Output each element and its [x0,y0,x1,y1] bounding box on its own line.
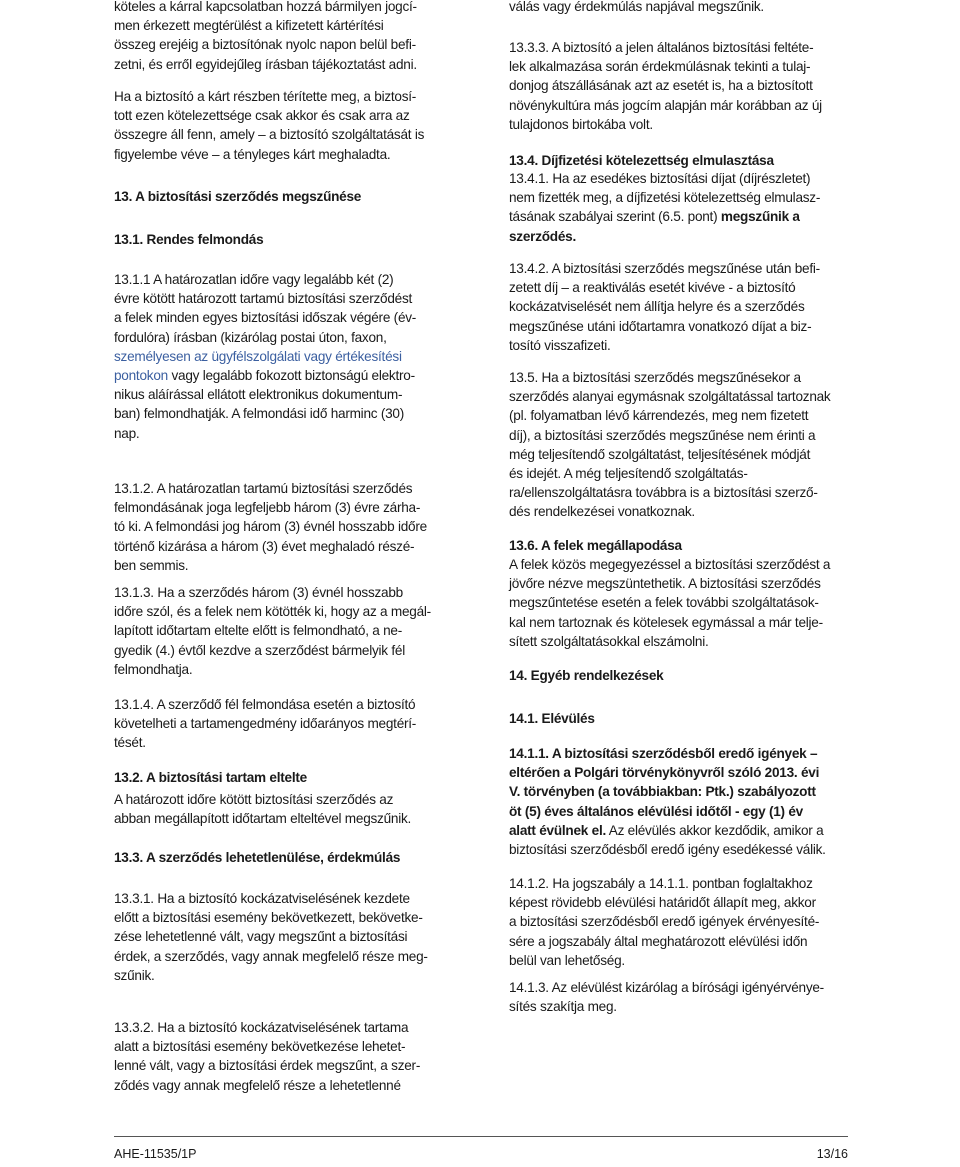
text-line: A határozott időre kötött biztosítási szerződés az [114,792,394,807]
text-line: összegre áll fenn, amely – a biztosító szolgáltatását is [114,127,425,143]
text-line: felmondhatja. [114,661,193,677]
section-heading-13-6 [509,536,682,555]
section-heading-13-3 [114,848,400,867]
text-line: ra/ellenszolgáltatásra továbbra is a biztosítási szerző- [509,485,818,501]
text-line: tó ki. A felmondási jog három (3) évnél hosszabb időre [114,519,427,535]
text-line: belül van lehetőség. [509,952,625,968]
text-line: A felek közös megegyezéssel a biztosítási szerződést a [509,557,831,572]
bold-text: V. törvényben (a továbbiakban: Ptk.) szabályozott [509,784,816,800]
text-line: tését. [114,735,146,751]
highlighted-text: személyesen az ügyfélszolgálati vagy értékesítési [114,348,402,364]
text-line: kockázatviselését nem állítja helyre és a szerződés [509,299,805,315]
text-line: szűnik. [114,967,155,983]
text-line: 13.3.3. A biztosító a jelen általános biztosítási feltéte- [509,40,814,55]
text-line: összeg erejéig a biztosítónak nyolc napon belül befi- [114,37,416,53]
section-heading-13-1 [114,230,263,249]
heading-text: 14.1. Elévülés [509,711,595,726]
text-line: 14.1.3. Az elévülést kizárólag a bírósági igényérvénye- [509,980,824,995]
text-line: zése lehetetlenné vált, vagy megszűnt a biztosítási [114,929,408,945]
text-line: köteles a kárral kapcsolatban hozzá bármilyen jogcí- [114,0,417,14]
text-line: tott ezen kötelezettsége csak akkor és csak arra az [114,108,410,124]
text-line: 14.1.2. Ha jogszabály a 14.1.1. pontban foglaltakhoz [509,876,813,891]
bold-text: 14.1.1. A biztosítási szerződésből eredő igények – [509,746,818,761]
text-line: megszűntetése esetén a felek további szolgáltatások- [509,595,819,611]
paragraph-13-6 [509,555,854,651]
paragraph-13-3-1 [114,889,459,985]
paragraph-13-4-2 [509,259,854,355]
text-line: fordulóra) írásban (kizárólag postai úton, faxon, [114,329,387,345]
text-line: időre szól, és a felek nem kötötték ki, hogy az a megál- [114,604,431,620]
section-heading-13 [114,187,361,206]
bold-text: szerződés. [509,228,577,244]
text-line: lek alkalmazása során érdekmúlásnak tekinti a tulaj- [509,59,811,75]
text-line: 13.1.2. A határozatlan tartamú biztosítási szerződés [114,481,413,496]
text-line: 13.4.2. A biztosítási szerződés megszűnése után befi- [509,261,820,276]
highlighted-text: pontokon [114,368,168,384]
text-fragment: tásának szabályai szerint (6.5. pont) [509,209,721,225]
text-line: nem fizették meg, a díjfizetési kötelezettség elmulasz- [509,190,821,206]
text-line: figyelembe véve – a tényleges kárt meghaladta. [114,146,391,162]
text-line: évre kötött határozott tartamú biztosítási szerződést [114,291,413,307]
text-line: 13.3.2. Ha a biztosító kockázatviselésének tartama [114,1020,409,1035]
bold-text: öt (5) éves általános elévülési időtől - egy (1) év [509,803,803,819]
text-line: sítés szakítja meg. [509,999,617,1015]
bold-text: megszűnik a [720,209,800,225]
text-line: jövőre nézve megszüntethetik. A biztosítási szerződés [509,576,821,592]
text-line: ban) felmondhatják. A felmondási idő harminc (30) [114,406,404,422]
text-line: 13.5. Ha a biztosítási szerződés megszűnésekor a [509,370,801,385]
paragraph-14-1-1 [509,744,854,859]
paragraph-continuation-1 [114,0,459,74]
paragraph-13-5 [509,368,854,522]
bold-text: alatt évülnek el. [509,822,606,838]
text-line: felmondásának joga legfeljebb három (3) évre zárha- [114,500,421,516]
heading-text: 13.6. A felek megállapodása [509,538,682,553]
text-line: képest rövidebb elévülési határidőt állapít meg, akkor [509,895,816,911]
text-line: (pl. folyamatban lévő kárrendezés, meg nem fizetett [509,408,809,424]
heading-text: 13.2. A biztosítási tartam eltelte [114,770,307,785]
text-line: ződés vagy annak megfelelő része a lehetetlenné [114,1077,401,1093]
text-line: men érkezett megtérülést a kifizetett kártérítési [114,18,384,34]
text-line: kal nem tartoznak és kötelesek egymással a már telje- [509,614,823,630]
text-line: követelheti a tartamengedmény időarányos megtérí- [114,716,417,732]
text-line: lapított időtartam eltelte előtt is felmondható, a ne- [114,623,402,639]
text-line: Ha a biztosító a kárt részben térítette meg, a biztosí- [114,89,417,104]
paragraph-13-3-2 [114,1018,459,1095]
text-line: gyedik (4.) évtől kezdve a szerződést bármelyik fél [114,642,405,658]
text-line: és idejét. A még teljesítendő szolgáltatás- [509,466,748,482]
paragraph-13-1-1 [114,270,459,443]
text-line: történő kizárása a három (3) évet meghaladó részé- [114,538,415,554]
text-line: nikus aláírással ellátott elektronikus dokumentum- [114,387,403,403]
text-line: 13.1.4. A szerződő fél felmondása esetén a biztosító [114,697,416,712]
section-heading-13-2 [114,768,307,787]
paragraph-continuation-right [509,0,854,16]
paragraph-13-1-4 [114,695,459,753]
bold-text: eltérően a Polgári törvénykönyvről szóló 2013. évi [509,765,820,781]
page-number: 13/16 [816,1147,848,1161]
text-fragment: Az elévülés akkor kezdődik, amikor a [606,822,824,838]
text-line: sített szolgáltatásokkal elszámolni. [509,633,709,649]
text-line: biztosítási szerződésből eredő igény esedékessé válik. [509,842,826,858]
text-line: 13.1.3. Ha a szerződés három (3) évnél hosszabb [114,585,403,600]
section-heading-13-4 [509,151,774,170]
text-line: 13.3.1. Ha a biztosító kockázatviselésének kezdete [114,891,410,906]
text-line: megszűnése utáni időtartamra vonatkozó díjat a biz- [509,318,812,334]
text-line: tosító visszafizeti. [509,337,611,353]
text-line: 13.1.1 A határozatlan időre vagy legalább két (2) [114,272,394,287]
paragraph-13-4-1 [509,169,854,246]
text-line: sére a jogszabály által meghatározott elévülési időn [509,933,808,949]
text-line: tulajdonos birtokába volt. [509,116,653,132]
text-line: 13.4.1. Ha az esedékes biztosítási díjat (díjrészletet) [509,171,811,186]
text-line: a felek minden egyes biztosítási időszak végére (év- [114,310,417,326]
text-line: alatt a biztosítási esemény bekövetkezése lehetet- [114,1039,406,1055]
paragraph-continuation-2 [114,87,459,164]
heading-text: 13. A biztosítási szerződés megszűnése [114,189,362,204]
heading-text: 13.3. A szerződés lehetetlenülése, érdekmúlás [114,850,401,865]
paragraph-14-1-3 [509,978,854,1016]
text-line: előtt a biztosítási esemény bekövetkezett, bekövetke- [114,910,423,926]
heading-text: 13.4. Díjfizetési kötelezettség elmulasztása [509,153,774,168]
text-line: a biztosítási szerződésből eredő igények érvényesíté- [509,914,820,930]
text-line: még teljesítendő szolgáltatást, teljesítésének módját [509,446,811,462]
text-line: ben semmis. [114,557,189,573]
footer-divider [114,1136,848,1137]
paragraph-13-1-3 [114,583,459,679]
text-line: zetni, és erről egyidejűleg írásban tájékoztatást adni. [114,56,417,72]
text-line: érdek, a szerződés, vagy annak megfelelő része meg- [114,948,428,964]
text-fragment: vagy legalább fokozott biztonságú elektro- [167,368,415,384]
text-line: zetett díj – a reaktiválás esetét kivéve - a biztosító [509,280,796,296]
paragraph-14-1-2 [509,874,854,970]
text-line: növénykultúra más jogcím alapján már korábban az új [509,97,822,113]
paragraph-13-3-3 [509,38,854,134]
heading-text: 14. Egyéb rendelkezések [509,668,664,683]
text-line: díj), a biztosítási szerződés megszűnése nem érinti a [509,427,816,443]
heading-text: 13.1. Rendes felmondás [114,232,264,247]
section-heading-14 [509,666,663,685]
text-line: dés rendelkezései vonatkoznak. [509,504,695,520]
text-line: nap. [114,425,140,441]
paragraph-13-2 [114,790,459,828]
text-line: lenné vált, vagy a biztosítási érdek megszűnt, a szer- [114,1058,421,1074]
section-heading-14-1 [509,709,595,728]
text-line: válás vagy érdekmúlás napjával megszűnik. [509,0,764,14]
document-code: AHE-11535/1P [114,1147,197,1161]
text-line: szerződés alanyai egymásnak szolgáltatással tartoznak [509,389,831,405]
paragraph-13-1-2 [114,479,459,575]
text-line: abban megállapított időtartam elteltével megszűnik. [114,811,412,827]
text-line: donjog átszállásának azt az esetét is, ha a biztosított [509,78,813,94]
